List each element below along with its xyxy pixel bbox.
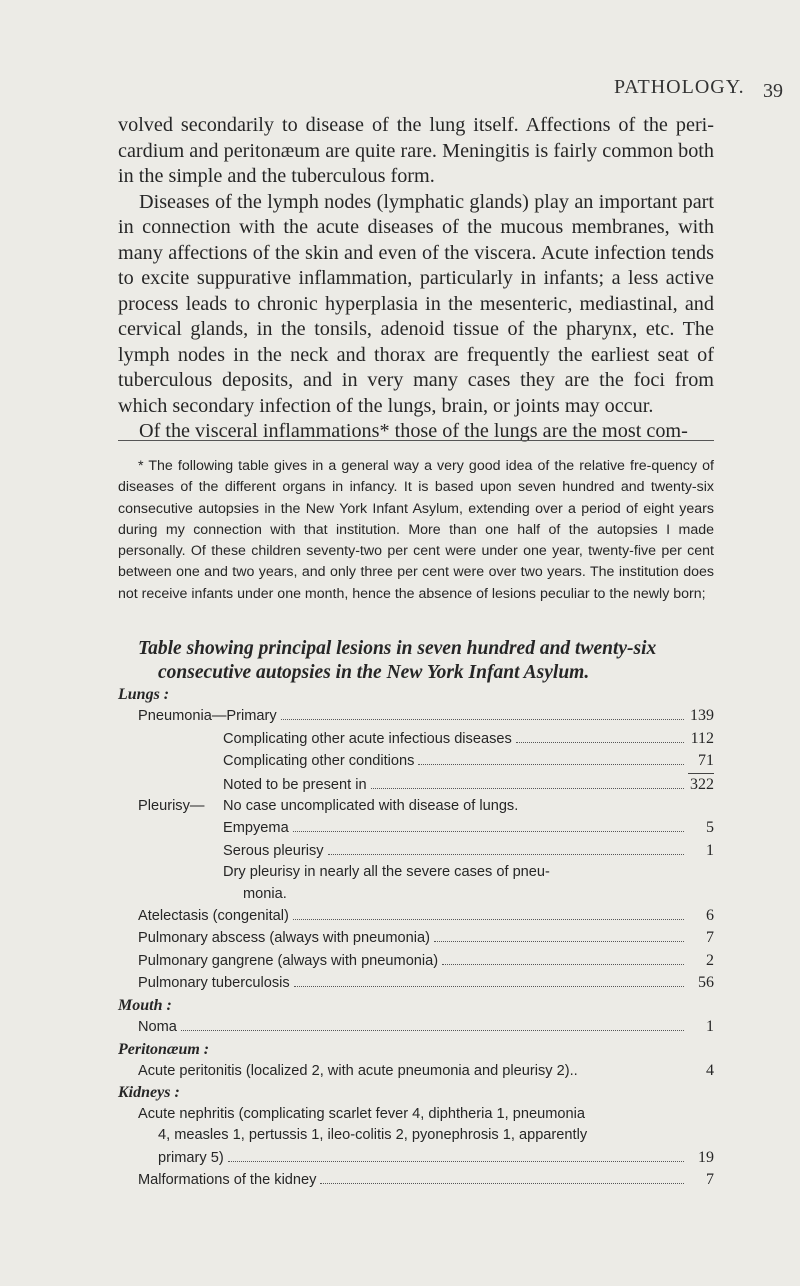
section-heading-mouth: Mouth :: [118, 996, 172, 1014]
table-row: Complicating other conditions 71: [223, 752, 714, 770]
table-caption-line-1: Table showing principal lesions in seven hundred and twenty-six: [138, 638, 657, 659]
table-row: Malformations of the kidney 7: [138, 1170, 714, 1188]
table-row: monia.: [243, 885, 287, 902]
running-title: PATHOLOGY.: [614, 76, 745, 98]
body-text: [118, 113, 714, 445]
table-row-total: Noted to be present in 322: [118, 773, 714, 796]
paragraph-3: Of the visceral inflammations* those of the lungs are the most com-: [139, 420, 688, 442]
table-row: Acute peritonitis (localized 2, with acute pneumonia and pleurisy 2).. 4: [138, 1061, 714, 1079]
table-row: 4, measles 1, pertussis 1, ileo-colitis 2, pyonephrosis 1, apparently: [158, 1127, 588, 1144]
table-row: Complicating other acute infectious diseases 112: [223, 729, 714, 747]
table-row: Pulmonary abscess (always with pneumonia) 7: [138, 929, 714, 947]
table-row: Serous pleurisy 1: [223, 841, 714, 859]
section-heading-kidneys: Kidneys :: [118, 1084, 180, 1102]
table-row: Atelectasis (congenital) 6: [138, 907, 714, 925]
table-row: Acute nephritis (complicating scarlet fever 4, diphtheria 1, pneumonia: [138, 1105, 585, 1122]
table-row: Pneumonia—Primary 139: [138, 707, 714, 725]
table-caption-line-2: consecutive autopsies in the New York Infant Asylum.: [158, 662, 590, 683]
paragraph-1: volved secondarily to disease of the lung itself. Affections of the peri-cardium and peritonæum are quite rare. Meningitis is fairly common both in the simple and the tuberculous form.: [118, 114, 714, 187]
footnote-divider: [118, 440, 714, 441]
table-row: Noma 1: [138, 1018, 714, 1036]
section-heading-peritoneum: Peritonæum :: [118, 1040, 210, 1058]
footnote: [118, 456, 714, 605]
section-heading-lungs: Lungs :: [118, 686, 170, 703]
table-row: Pleurisy— No case uncomplicated with disease of lungs.: [138, 798, 519, 815]
table-row: Empyema 5: [223, 819, 714, 837]
paragraph-2: Diseases of the lymph nodes (lymphatic glands) play an important part in connection with the acute diseases of the mucous membranes, with many affections of the skin and even of the viscera. Acute infection tends to excite suppurative inflammation, particularly in infants; a less active process leads to chronic hyperplasia in the mesenteric, mediastinal, and cervical glands, in the tonsils, adenoid tissue of the pharynx, etc. The lymph nodes in the neck and thorax are frequently the earliest seat of tuberculous deposits, and in very many cases they are the foci from which secondary infection of the lungs, brain, or joints may occur.: [118, 190, 714, 417]
table-row: Pulmonary gangrene (always with pneumonia) 2: [138, 951, 714, 969]
table-row: primary 5) 19: [158, 1148, 714, 1166]
page-number: 39: [763, 80, 783, 102]
table-row: Pulmonary tuberculosis 56: [138, 974, 714, 992]
table-caption: [118, 637, 714, 685]
footnote-text: * The following table gives in a general way a very good idea of the relative fre-quency of diseases of the different organs in infancy. It is based upon seven hundred and twenty-six consecutive autopsies in the New York Infant Asylum, extending over a period of eight years during my connection with that institution. More than one half of the autopsies I made personally. Of these children seventy-two per cent were under one year, twenty-five per cent between one and two years, and only three per cent were over two years. The institution does not receive infants under one month, hence the absence of lesions peculiar to the newly born;: [118, 458, 714, 602]
table-row: Dry pleurisy in nearly all the severe cases of pneu-: [223, 864, 550, 881]
lesions-table: [118, 684, 714, 1191]
